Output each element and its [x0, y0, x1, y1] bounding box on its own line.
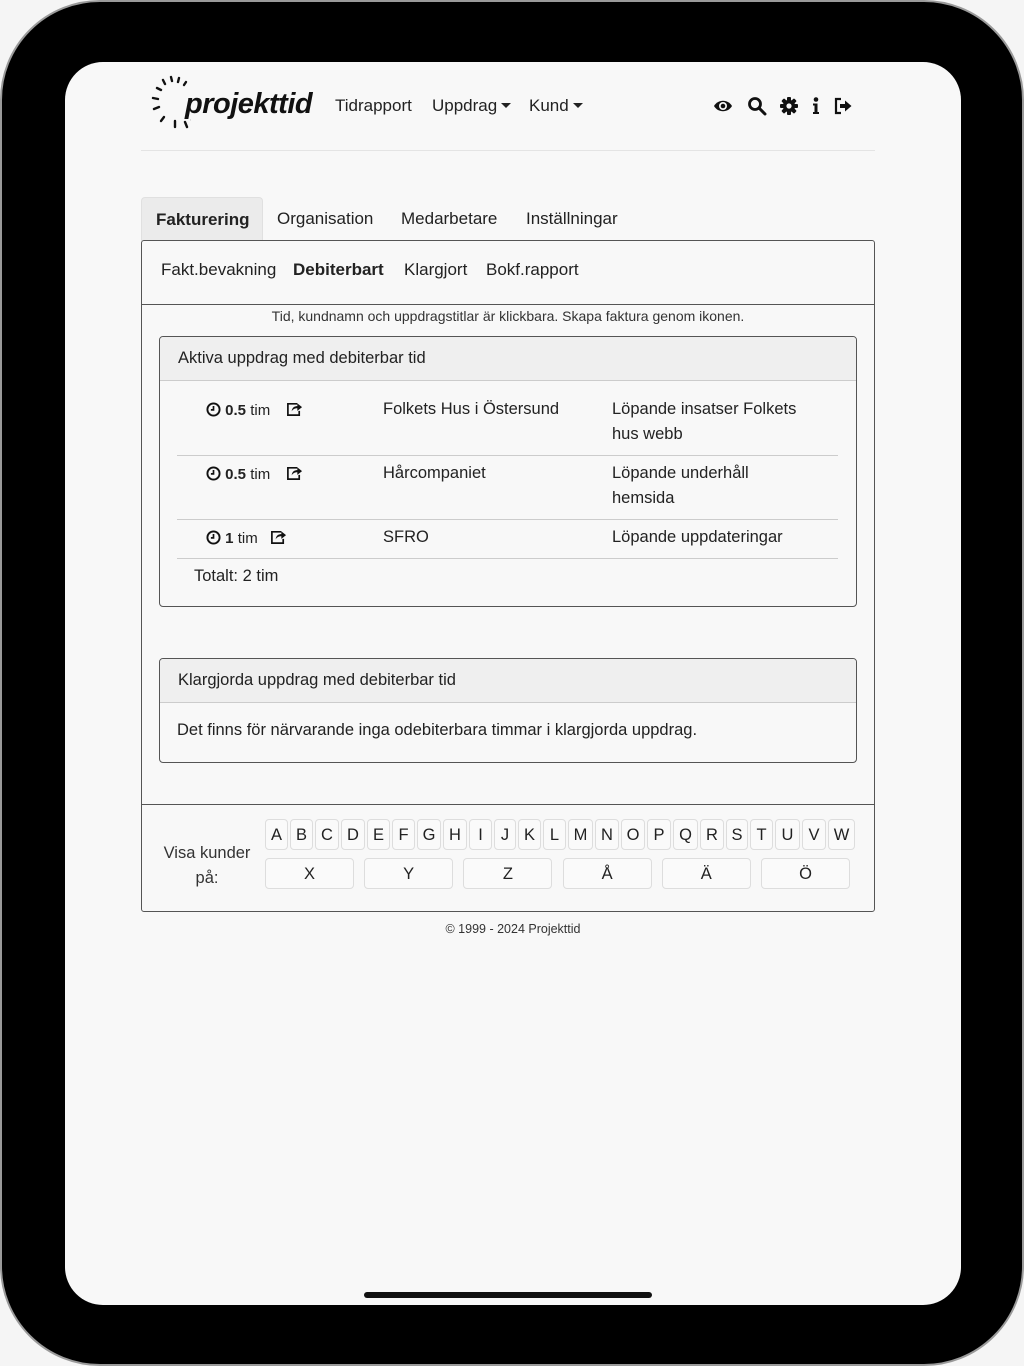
letter-button[interactable]: S [726, 819, 748, 850]
row-divider [177, 455, 838, 456]
clock-icon [206, 402, 221, 417]
letter-button[interactable]: K [518, 819, 541, 850]
subtab-bokf-rapport[interactable]: Bokf.rapport [486, 260, 579, 279]
letter-button[interactable]: C [315, 819, 339, 850]
row-divider [177, 519, 838, 520]
letter-button[interactable]: T [750, 819, 773, 850]
gear-icon[interactable] [779, 96, 799, 116]
letter-button[interactable]: X [265, 858, 354, 889]
nav-kund-label: Kund [529, 96, 569, 115]
clock-icon [206, 466, 221, 481]
tab-medarbetare[interactable]: Medarbetare [401, 209, 498, 228]
time-unit: tim [250, 466, 271, 483]
customer-link[interactable]: SFRO [383, 528, 429, 546]
tab-fakturering[interactable]: Fakturering [141, 197, 263, 241]
active-assignments-card [159, 336, 857, 607]
letter-button[interactable]: G [417, 819, 441, 850]
brand-logo[interactable] [151, 74, 311, 140]
nav-tidrapport[interactable]: Tidrapport [335, 96, 412, 115]
letter-button[interactable]: A [265, 819, 288, 850]
card-title: Klargjorda uppdrag med debiterbar tid [160, 659, 856, 703]
letter-button[interactable]: Q [673, 819, 698, 850]
nav-kund-dropdown[interactable] [529, 96, 583, 116]
time-link[interactable] [206, 530, 258, 547]
home-indicator [364, 1292, 652, 1298]
top-navbar [141, 62, 875, 151]
letter-button[interactable]: N [595, 819, 619, 850]
row-divider [177, 558, 838, 559]
time-link[interactable] [206, 402, 270, 419]
letter-button[interactable]: Ö [761, 858, 850, 889]
time-link[interactable] [206, 466, 270, 483]
letter-button[interactable]: U [775, 819, 800, 850]
letter-button[interactable]: V [802, 819, 826, 850]
letter-button[interactable]: O [621, 819, 645, 850]
billing-panel [141, 240, 875, 912]
letter-button[interactable]: E [367, 819, 390, 850]
assignment-link[interactable]: Löpande uppdateringar [612, 528, 783, 546]
create-invoice-icon[interactable] [286, 465, 303, 481]
nav-uppdrag-dropdown[interactable] [432, 96, 511, 116]
subtab-klargjort[interactable]: Klargjort [404, 260, 468, 279]
tab-organisation[interactable]: Organisation [277, 209, 374, 228]
eye-icon[interactable] [713, 96, 733, 116]
assignment-link[interactable]: Löpande insatser Folkets hus webb [612, 400, 797, 443]
letter-filter-label: Visa kunder på: [163, 844, 251, 887]
letter-button[interactable]: Å [563, 858, 652, 889]
app-screen [65, 62, 961, 1305]
time-value: 1 [225, 530, 234, 547]
search-icon[interactable] [747, 96, 767, 116]
letter-button[interactable]: M [568, 819, 593, 850]
letter-button[interactable]: P [647, 819, 671, 850]
card-title: Aktiva uppdrag med debiterbar tid [160, 337, 856, 381]
letter-button[interactable]: D [341, 819, 365, 850]
main-tabs [141, 197, 875, 241]
letter-button[interactable]: L [543, 819, 566, 850]
footer-copyright: © 1999 - 2024 Projekttid [445, 922, 581, 936]
letter-button[interactable]: I [469, 819, 492, 850]
letter-button[interactable]: H [443, 819, 467, 850]
letter-button[interactable]: F [392, 819, 415, 850]
empty-message: Det finns för närvarande inga odebiterbara timmar i klargjorda uppdrag. [177, 721, 698, 739]
letter-button[interactable]: B [290, 819, 313, 850]
brand-name: projekttid [185, 88, 313, 120]
divider [142, 304, 874, 305]
ready-assignments-card [159, 658, 857, 763]
logout-icon[interactable] [833, 96, 853, 116]
letter-button[interactable]: W [828, 819, 855, 850]
create-invoice-icon[interactable] [270, 529, 287, 545]
clock-icon [206, 530, 221, 545]
time-unit: tim [237, 530, 258, 547]
hint-text: Tid, kundnamn och uppdragstitlar är klickbara. Skapa faktura genom ikonen. [271, 308, 745, 324]
letter-button[interactable]: Y [364, 858, 453, 889]
caret-down-icon [573, 103, 583, 108]
customer-link[interactable]: Folkets Hus i Östersund [383, 400, 560, 418]
info-icon[interactable] [806, 96, 826, 116]
divider [142, 804, 874, 805]
customer-link[interactable]: Hårcompaniet [383, 464, 486, 482]
create-invoice-icon[interactable] [286, 401, 303, 417]
time-value: 0.5 [225, 466, 247, 483]
time-unit: tim [250, 402, 271, 419]
time-value: 0.5 [225, 402, 247, 419]
letter-button[interactable]: R [700, 819, 724, 850]
tab-installningar[interactable]: Inställningar [526, 209, 618, 228]
assignment-link[interactable]: Löpande underhåll hemsida [612, 464, 749, 507]
subtab-fakt-bevakning[interactable]: Fakt.bevakning [161, 260, 277, 279]
total-hours: Totalt: 2 tim [194, 567, 279, 585]
nav-uppdrag-label: Uppdrag [432, 96, 498, 115]
letter-button[interactable]: Z [463, 858, 552, 889]
letter-button[interactable]: J [494, 819, 516, 850]
caret-down-icon [501, 103, 511, 108]
letter-button[interactable]: Ä [662, 858, 751, 889]
subtab-debiterbart[interactable]: Debiterbart [293, 260, 384, 279]
